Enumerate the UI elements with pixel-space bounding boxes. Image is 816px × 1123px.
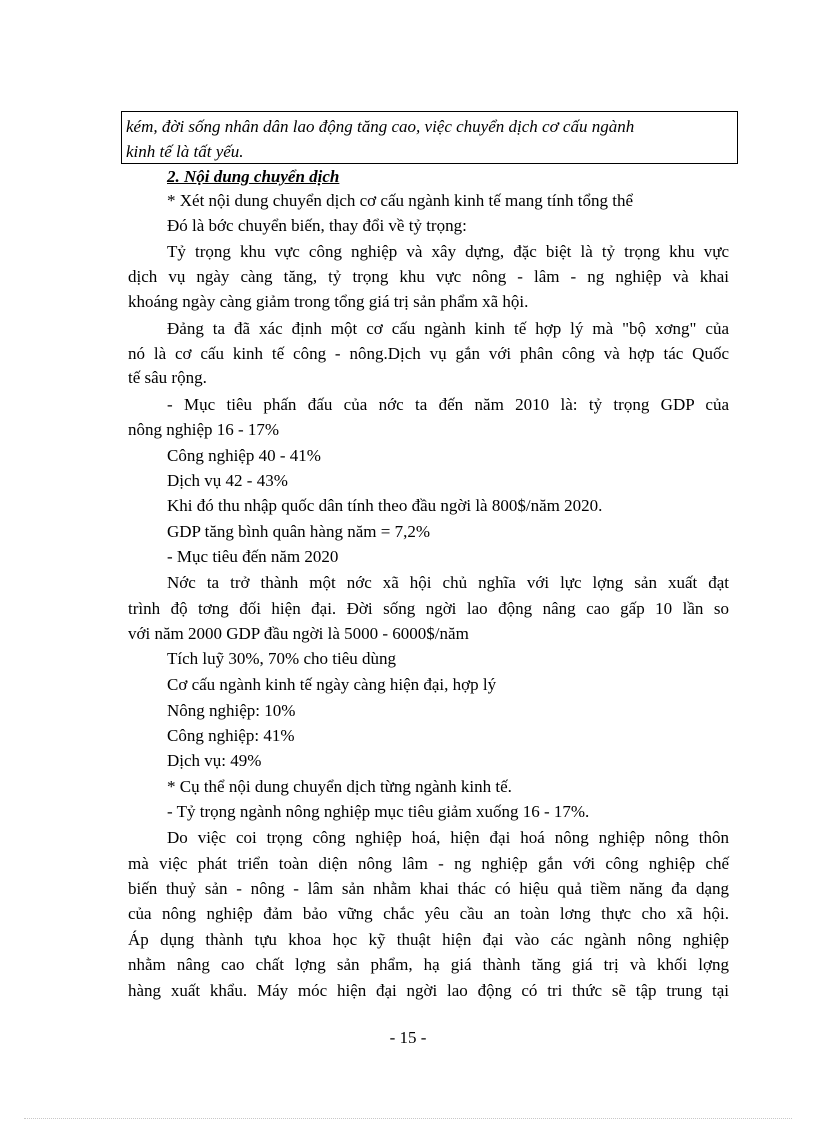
text-line: - Tỷ trọng ngành nông nghiệp mục tiêu giảm xuống 16 - 17%. xyxy=(167,802,590,821)
text-line: Dịch vụ: 49% xyxy=(167,751,262,770)
footer-divider xyxy=(24,1118,792,1119)
text-line: * Xét nội dung chuyển dịch cơ cấu ngành kinh tế mang tính tổng thể xyxy=(167,191,633,210)
text-line: Công nghiệp: 41% xyxy=(167,726,295,745)
boxed-paragraph xyxy=(121,111,738,164)
boxed-line: kinh tế là tất yếu. xyxy=(126,142,244,161)
text-line: - Mục tiêu phấn đấu của nớc ta đến năm 2010 là: tỷ trọng GDP của xyxy=(167,395,729,414)
text-line: GDP tăng bình quân hàng năm = 7,2% xyxy=(167,522,430,541)
text-line: của nông nghiệp đảm bảo vững chắc yêu cầu an toàn lơng thực cho xã hội. xyxy=(128,904,729,923)
text-line: dịch vụ ngày càng tăng, tỷ trọng khu vực nông - lâm - ng nghiệp và khai xyxy=(128,267,729,286)
text-line: khoáng ngày càng giảm trong tổng giá trị sản phẩm xã hội. xyxy=(128,292,529,311)
text-line: Do việc coi trọng công nghiệp hoá, hiện đại hoá nông nghiệp nông thôn xyxy=(167,828,729,847)
boxed-line: kém, đời sống nhân dân lao động tăng cao, việc chuyển dịch cơ cấu ngành xyxy=(126,117,635,136)
text-line: - Mục tiêu đến năm 2020 xyxy=(167,547,339,566)
text-line: nhằm nâng cao chất lợng sản phẩm, hạ giá thành tăng giá trị và khối lợng xyxy=(128,955,729,974)
text-line: Nớc ta trở thành một nớc xã hội chủ nghĩa với lực lợng sản xuất đạt xyxy=(167,573,729,592)
page-number: - 15 - xyxy=(389,1028,427,1047)
text-line: hàng xuất khẩu. Máy móc hiện đại ngời lao động có tri thức sẽ tập trung tại xyxy=(128,981,729,1000)
text-line: biến thuỷ sản - nông - lâm sản nhằm khai thác có hiệu quả tiềm năng đa dạng xyxy=(128,879,729,898)
text-line: Khi đó thu nhập quốc dân tính theo đầu ngời là 800$/năm 2020. xyxy=(167,496,603,515)
text-line: Tích luỹ 30%, 70% cho tiêu dùng xyxy=(167,649,396,668)
text-line: Nông nghiệp: 10% xyxy=(167,701,296,720)
text-line: với năm 2000 GDP đầu ngời là 5000 - 6000$/năm xyxy=(128,624,469,643)
text-line: Dịch vụ 42 - 43% xyxy=(167,471,288,490)
text-line: mà việc phát triển toàn diện nông lâm - ng nghiệp gắn với công nghiệp chế xyxy=(128,854,729,873)
section-heading: 2. Nội dung chuyển dịch xyxy=(167,167,340,186)
text-line: trình độ tơng đối hiện đại. Đời sống ngời lao động nâng cao gấp 10 lần so xyxy=(128,599,729,618)
text-line: nó là cơ cấu kinh tế công - nông.Dịch vụ gắn với phân công và hợp tác Quốc xyxy=(128,344,729,363)
text-line: Công nghiệp 40 - 41% xyxy=(167,446,321,465)
text-line: Đảng ta đã xác định một cơ cấu ngành kinh tế hợp lý mà "bộ xơng" của xyxy=(167,319,729,338)
text-line: tế sâu rộng. xyxy=(128,368,207,387)
text-line: Đó là bớc chuyển biến, thay đổi về tỷ trọng: xyxy=(167,216,467,235)
text-line: Cơ cấu ngành kinh tế ngày càng hiện đại, hợp lý xyxy=(167,675,497,694)
text-line: * Cụ thể nội dung chuyển dịch từng ngành kinh tế. xyxy=(167,777,512,796)
text-line: Tỷ trọng khu vực công nghiệp và xây dựng, đặc biệt là tỷ trọng khu vực xyxy=(167,242,729,261)
text-line: Áp dụng thành tựu khoa học kỹ thuật hiện đại vào các ngành nông nghiệp xyxy=(128,930,729,949)
text-line: nông nghiệp 16 - 17% xyxy=(128,420,280,439)
